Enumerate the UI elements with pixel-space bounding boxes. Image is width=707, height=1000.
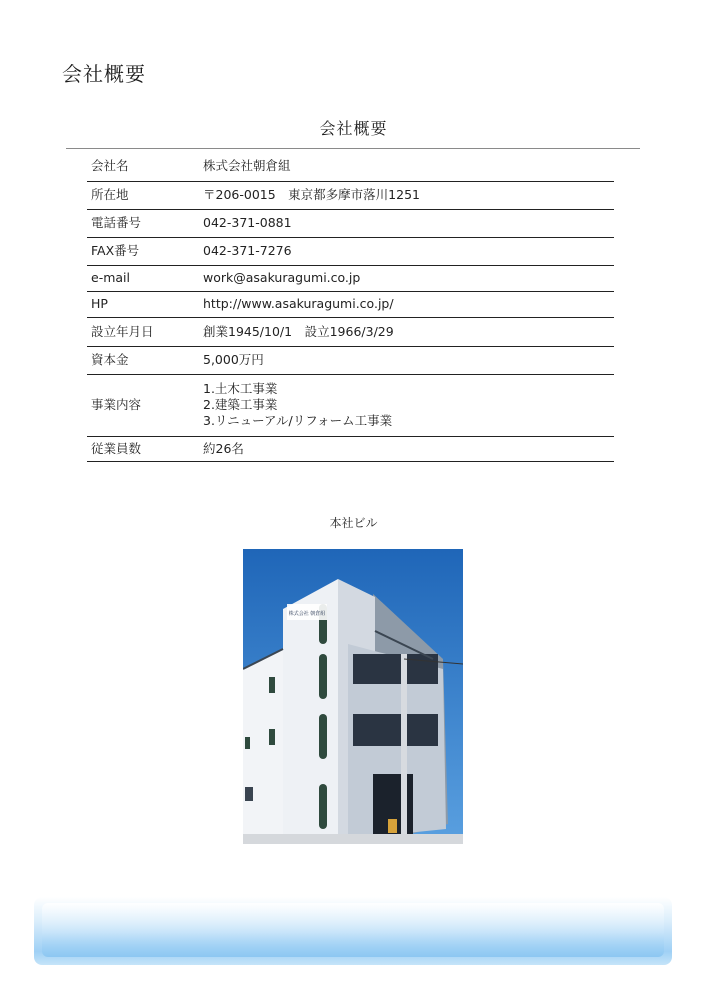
table-row bbox=[87, 237, 614, 265]
table-row bbox=[87, 317, 614, 346]
row-label: FAX番号 bbox=[87, 237, 199, 265]
row-label: 設立年月日 bbox=[87, 317, 199, 346]
table-row bbox=[87, 291, 614, 317]
phone-value: 042-371-0881 bbox=[199, 209, 614, 237]
fax-value: 042-371-7276 bbox=[199, 237, 614, 265]
address-value: 〒206-0015 東京都多摩市落川1251 bbox=[199, 181, 614, 209]
company-profile-table bbox=[87, 151, 614, 462]
business-line: 1.土木工事業 bbox=[203, 381, 278, 396]
table-row bbox=[87, 374, 614, 436]
table-row bbox=[87, 436, 614, 461]
table-row bbox=[87, 151, 614, 181]
headquarters-building-photo bbox=[243, 549, 463, 844]
section-title: 会社概要 bbox=[319, 119, 388, 138]
row-label: 資本金 bbox=[87, 346, 199, 374]
page-heading: 会社概要 bbox=[62, 62, 146, 86]
row-label: e-mail bbox=[87, 265, 199, 291]
title-divider bbox=[66, 148, 640, 149]
building-caption: 本社ビル bbox=[329, 516, 378, 530]
row-label: 所在地 bbox=[87, 181, 199, 209]
table-row bbox=[87, 209, 614, 237]
row-label: HP bbox=[87, 291, 199, 317]
row-label: 会社名 bbox=[87, 151, 199, 181]
capital-value: 5,000万円 bbox=[199, 346, 614, 374]
building-sign-text: 株式会社 朝倉組 bbox=[288, 611, 326, 617]
table-row bbox=[87, 181, 614, 209]
established-value: 創業1945/10/1 設立1966/3/29 bbox=[199, 317, 614, 346]
business-line: 2.建築工事業 bbox=[203, 397, 278, 412]
row-label: 電話番号 bbox=[87, 209, 199, 237]
footer-band bbox=[34, 897, 672, 965]
email-value: work@asakuragumi.co.jp bbox=[199, 265, 614, 291]
business-content-value bbox=[199, 374, 614, 436]
homepage-value: http://www.asakuragumi.co.jp/ bbox=[199, 291, 614, 317]
company-name-value: 株式会社朝倉組 bbox=[199, 151, 614, 181]
row-label: 事業内容 bbox=[87, 374, 199, 436]
building-illustration bbox=[243, 549, 463, 844]
employees-value: 約26名 bbox=[199, 436, 614, 461]
table-row bbox=[87, 265, 614, 291]
business-line: 3.リニューアル/リフォーム工事業 bbox=[203, 413, 393, 428]
table-row bbox=[87, 346, 614, 374]
footer-band-inner bbox=[42, 903, 664, 957]
row-label: 従業員数 bbox=[87, 436, 199, 461]
